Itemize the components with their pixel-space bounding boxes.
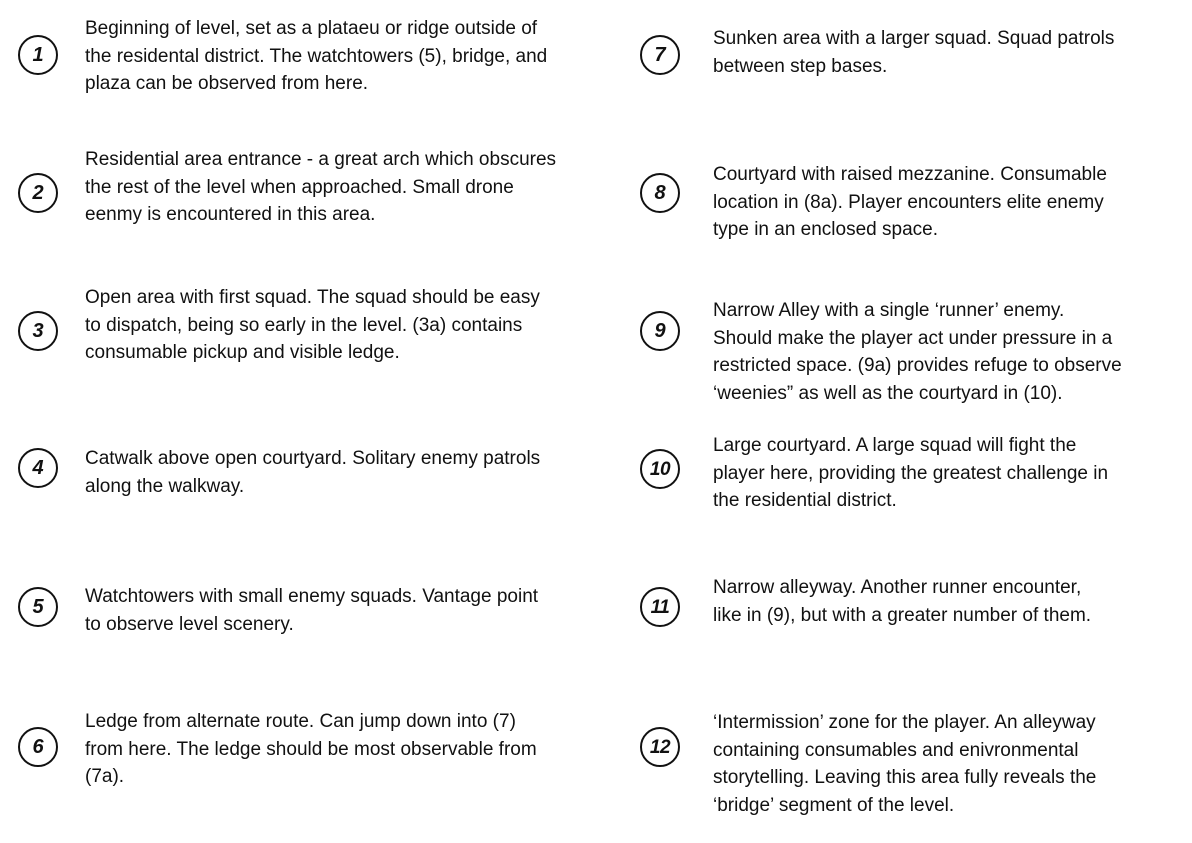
- legend-description: Beginning of level, set as a plataeu or ridge outside of the residental district. The watchtowers (5), bridge, and plaza can be observed from here.: [85, 18, 548, 94]
- number-badge: 9: [640, 311, 680, 351]
- legend-description: Residential area entrance - a great arch which obscures the rest of the level when approached. Small drone eenmy is encountered in this area.: [85, 149, 557, 225]
- number-badge: 1: [18, 35, 58, 75]
- legend-description: Narrow Alley with a single ‘runner’ enemy. Should make the player act under pressure in a restricted space. (9a) provides refuge to observe ‘weenies” as well as the courtyard in (10).: [713, 300, 1122, 404]
- number-badge: 8: [640, 173, 680, 213]
- legend-description: Narrow alleyway. Another runner encounter, like in (9), but with a greater number of them.: [713, 577, 1092, 626]
- legend-description: Courtyard with raised mezzanine. Consumable location in (8a). Player encounters elite enemy type in an enclosed space.: [713, 164, 1107, 240]
- legend-description: Watchtowers with small enemy squads. Vantage point to observe level scenery.: [85, 586, 539, 635]
- number-badge: 7: [640, 35, 680, 75]
- legend-description: Catwalk above open courtyard. Solitary enemy patrols along the walkway.: [85, 448, 541, 497]
- legend-description: Sunken area with a larger squad. Squad patrols between step bases.: [713, 28, 1115, 77]
- number-badge: 12: [640, 727, 680, 767]
- number-badge: 5: [18, 587, 58, 627]
- legend-description: ‘Intermission’ zone for the player. An alleyway containing consumables and enivronmental storytelling. Leaving this area fully reveals the ‘bridge’ segment of the level.: [713, 712, 1097, 816]
- legend-description: Open area with first squad. The squad should be easy to dispatch, being so early in the level. (3a) contains consumable pickup and visible ledge.: [85, 287, 540, 363]
- number-badge: 6: [18, 727, 58, 767]
- number-badge: 11: [640, 587, 680, 627]
- legend-description: Ledge from alternate route. Can jump down into (7) from here. The ledge should be most observable from (7a).: [85, 711, 537, 787]
- legend-description: Large courtyard. A large squad will fight the player here, providing the greatest challenge in the residential district.: [713, 435, 1109, 511]
- number-badge: 4: [18, 448, 58, 488]
- number-badge: 10: [640, 449, 680, 489]
- number-badge: 3: [18, 311, 58, 351]
- number-badge: 2: [18, 173, 58, 213]
